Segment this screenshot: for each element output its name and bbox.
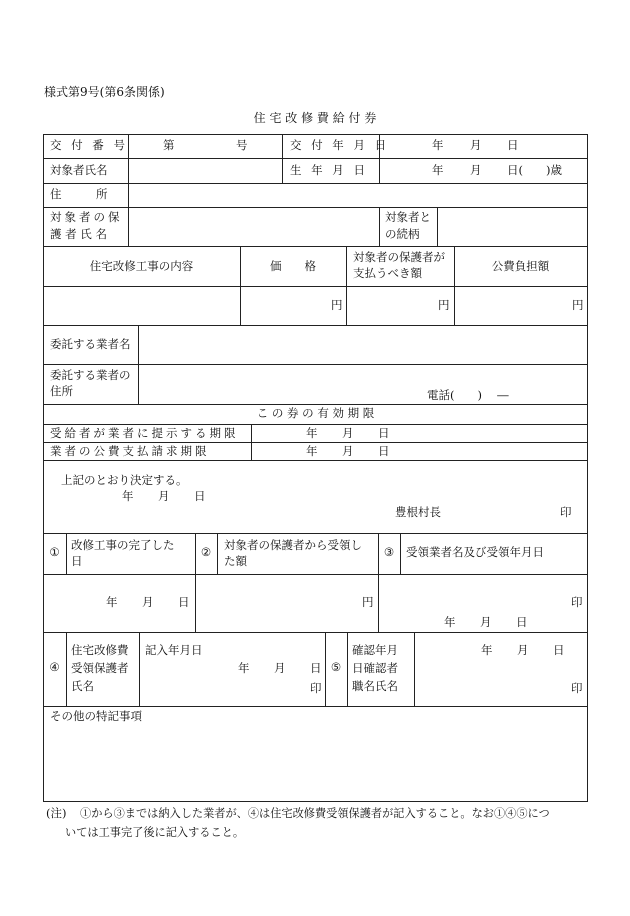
confirm-day: 日: [553, 643, 565, 657]
issue-date-month: 月: [470, 138, 482, 152]
issue-number-label: 交 付 番 号: [50, 138, 128, 152]
completion-day: 日: [178, 595, 190, 609]
price-header: 価 格: [270, 259, 316, 273]
issue-number-dai: 第: [163, 138, 175, 152]
note-line-2: いては工事完了後に記入すること。: [65, 826, 245, 839]
completion-month: 月: [142, 595, 154, 609]
num-2: ②: [200, 545, 212, 559]
mayor-label: 豊根村長: [395, 505, 441, 519]
receipt-day: 日: [516, 615, 528, 629]
num-4: ④: [49, 660, 60, 674]
present-day: 日: [378, 426, 390, 440]
contractor-phone: 電話( ) ―: [427, 388, 509, 402]
entry-month: 月: [274, 661, 286, 675]
num-5: ⑤: [330, 660, 342, 674]
mayor-seal: 印: [560, 505, 572, 519]
completion-label-2a: 対象者の保護者から受領し: [224, 538, 362, 552]
num-1: ①: [49, 545, 60, 559]
confirm-label-4a: 住宅改修費: [71, 643, 129, 657]
receipt-year: 年: [444, 615, 456, 629]
completion-label-3: 受領業者名及び受領年月日: [406, 545, 544, 559]
guardian-pay-header-2: 支払うべき額: [353, 266, 422, 280]
birth-month: 月: [470, 163, 482, 177]
received-yen: 円: [362, 595, 374, 609]
relation-label-2: の続柄: [385, 227, 420, 241]
birth-date-label: 生 年 月 日: [290, 163, 368, 177]
receipt-month: 月: [480, 615, 492, 629]
entry-year: 年: [238, 661, 250, 675]
work-content-header: 住宅改修工事の内容: [89, 259, 194, 273]
note-prefix: (注): [46, 806, 67, 820]
issue-date-label: 交 付 年 月 日: [290, 138, 390, 152]
claim-deadline-label: 業者の公費支払請求期限: [50, 444, 210, 458]
present-year: 年: [306, 426, 318, 440]
issue-date-year: 年: [432, 138, 444, 152]
birth-year: 年: [432, 163, 444, 177]
contractor-name-label: 委託する業者名: [50, 337, 131, 351]
claim-month: 月: [342, 444, 354, 458]
contractor-address-label-2: 住所: [50, 384, 73, 398]
birth-day-age: 日( )歳: [507, 163, 562, 177]
confirm-year: 年: [481, 643, 493, 657]
completion-label-2b: た額: [224, 554, 247, 568]
note-line-1: ①から③までは納入した業者が、④は住宅改修費受領保護者が記入すること。なお①④⑤につ: [80, 807, 550, 820]
decision-day: 日: [194, 489, 206, 503]
decision-month: 月: [158, 489, 170, 503]
decision-text: 上記のとおり決定する。: [61, 473, 188, 487]
contractor-address-label-1: 委託する業者の: [50, 368, 131, 382]
relation-label-1: 対象者と: [385, 210, 431, 224]
decision-year: 年: [122, 489, 134, 503]
guardian-pay-yen: 円: [438, 298, 450, 312]
present-deadline-label: 受給者が業者に提示する期限: [50, 426, 239, 440]
guardian-seal: 印: [310, 681, 322, 695]
public-burden-yen: 円: [572, 298, 584, 312]
guardian-label-1: 対象者の保: [50, 210, 123, 224]
confirm-label-5b: 日確認者: [352, 661, 398, 675]
contractor-seal: 印: [571, 595, 583, 609]
remarks-label: その他の特記事項: [50, 709, 142, 723]
confirm-month: 月: [517, 643, 529, 657]
subject-name-label: 対象者氏名: [50, 163, 108, 177]
completion-label-1a: 改修工事の完了した: [71, 538, 175, 552]
num-3: ③: [383, 545, 395, 559]
claim-day: 日: [378, 444, 390, 458]
issue-date-day: 日: [507, 138, 519, 152]
guardian-label-2: 護 者 氏 名: [50, 227, 107, 241]
price-yen: 円: [331, 298, 343, 312]
address-label: 住 所: [50, 187, 108, 201]
guardian-pay-header-1: 対象者の保護者が: [353, 250, 445, 264]
form-title: 住 宅 改 修 費 給 付 券: [253, 111, 377, 125]
form-number: 様式第9号(第6条関係): [44, 85, 165, 99]
entry-day: 日: [310, 661, 322, 675]
public-burden-header: 公費負担額: [491, 259, 550, 273]
validity-header: こ の 券 の 有 効 期 限: [256, 406, 375, 420]
completion-label-1b: 日: [71, 554, 83, 568]
claim-year: 年: [306, 444, 318, 458]
confirm-label-4c: 氏名: [71, 679, 94, 693]
completion-year: 年: [106, 595, 118, 609]
confirm-label-4b: 受領保護者: [71, 661, 129, 675]
issue-number-go: 号: [236, 138, 248, 152]
confirm-label-5a: 確認年月: [352, 643, 398, 657]
entry-date-label: 記入年月日: [145, 643, 203, 657]
confirm-label-5c: 職名氏名: [352, 679, 398, 693]
present-month: 月: [342, 426, 354, 440]
confirmer-seal: 印: [571, 681, 583, 695]
